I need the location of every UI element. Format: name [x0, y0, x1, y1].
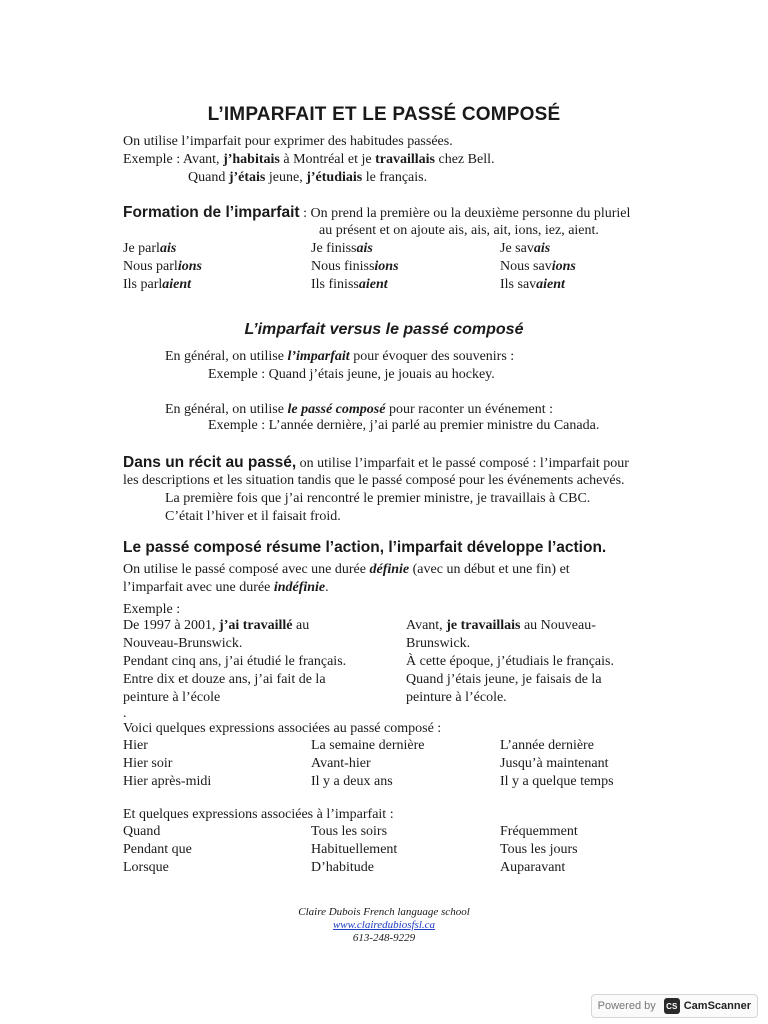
text-bold: j’ai travaillé: [219, 618, 293, 633]
footer-school: Claire Dubois French language school: [298, 906, 470, 918]
expressions-imp-column-3: [500, 823, 578, 877]
powered-by-label: Powered by: [597, 1000, 656, 1012]
stem: Nous parl: [123, 259, 178, 274]
stem: Nous finiss: [311, 259, 375, 274]
stem: Nous sav: [500, 259, 552, 274]
example-row: Pendant cinq ans, j’ai étudié le français.: [123, 654, 347, 669]
stray-dot: .: [123, 706, 127, 721]
expression-item: Hier après-midi: [123, 774, 212, 789]
formation-heading: Formation de l’imparfait: [123, 204, 300, 221]
example-row: Quand j’étais jeune, je faisais de la: [406, 672, 602, 687]
text: au: [292, 618, 310, 633]
text-bold: travaillais: [375, 152, 435, 167]
expression-item: L’année dernière: [500, 738, 594, 753]
text-bold-italic: le passé composé: [287, 402, 386, 417]
conjugation-row: [123, 276, 202, 294]
conjugation-row: [311, 240, 399, 258]
text: le français.: [362, 170, 428, 185]
text: En général, on utilise: [165, 349, 288, 364]
text-bold: j’habitais: [223, 152, 280, 167]
expression-item: Il y a quelque temps: [500, 774, 614, 789]
text: chez Bell.: [435, 152, 495, 167]
example-row: [123, 617, 346, 635]
text: l’imparfait avec une durée: [123, 580, 274, 595]
conjugation-row: [123, 258, 202, 276]
ending: aient: [358, 277, 388, 292]
ending: ais: [356, 241, 373, 256]
text: De 1997 à 2001,: [123, 618, 220, 633]
text-bold-italic: l’imparfait: [287, 349, 350, 364]
expressions-pc-column-1: [123, 737, 211, 791]
conjugation-row: [500, 258, 576, 276]
resume-line-2: [123, 579, 329, 597]
text: On utilise le passé composé avec une durée: [123, 562, 370, 577]
resume-example-left: [123, 617, 346, 707]
conjugation-row: [500, 240, 576, 258]
text: (avec un début et une fin) et: [409, 562, 570, 577]
expressions-imp-intro: Et quelques expressions associées à l’imparfait :: [123, 807, 394, 822]
text-bold-italic: indéfinie: [273, 580, 326, 595]
text: au Nouveau-: [520, 618, 596, 633]
stem: Ils parl: [123, 277, 163, 292]
example-row: peinture à l’école: [123, 690, 221, 705]
text: Avant,: [406, 618, 447, 633]
ending: aient: [162, 277, 192, 292]
expressions-pc-column-3: [500, 737, 614, 791]
ending: ions: [551, 259, 576, 274]
expression-item: La semaine dernière: [311, 738, 425, 753]
versus-paragraph-1: [165, 348, 514, 366]
resume-heading: Le passé composé résume l’action, l’imparfait développe l’action.: [123, 539, 607, 556]
expression-item: Habituellement: [311, 842, 398, 857]
text: Quand: [188, 170, 229, 185]
resume-example-right: [406, 617, 614, 707]
conjugation-row: [123, 240, 202, 258]
page-title: L’IMPARFAIT ET LE PASSÉ COMPOSÉ: [207, 104, 561, 125]
camscanner-logo-icon: CS: [664, 998, 680, 1014]
expression-item: D’habitude: [311, 860, 374, 875]
recit-heading: Dans un récit au passé,: [123, 454, 297, 471]
conjugation-column-parler: [123, 240, 202, 294]
versus-heading: L’imparfait versus le passé composé: [244, 321, 524, 338]
example-row: peinture à l’école.: [406, 690, 507, 705]
footer-website-link[interactable]: www.clairedubiosfsl.ca: [332, 919, 436, 931]
expression-item: Fréquemment: [500, 824, 578, 839]
text: pour évoquer des souvenirs :: [349, 349, 515, 364]
text-bold: j’étais: [228, 170, 266, 185]
text-bold: je travaillais: [446, 618, 521, 633]
conjugation-row: [311, 276, 399, 294]
resume-line-1: [123, 561, 570, 579]
ending: ions: [177, 259, 202, 274]
expression-item: Hier soir: [123, 756, 173, 771]
recit-line-2: les descriptions et les situation tandis que le passé composé pour les événements achevés.: [123, 473, 625, 488]
text: pour raconter un événement :: [385, 402, 553, 417]
stem: Ils sav: [500, 277, 537, 292]
expression-item: Quand: [123, 824, 161, 839]
expression-item: Pendant que: [123, 842, 192, 857]
text: on utilise l’imparfait et le passé composé : l’imparfait pour: [296, 456, 629, 471]
conjugation-row: [500, 276, 576, 294]
ending: ais: [533, 241, 551, 256]
formation-line-2: au présent et on ajoute ais, ais, ait, ions, iez, aient.: [319, 223, 599, 238]
text: à Montréal et je: [279, 152, 376, 167]
stem: Je finiss: [311, 241, 357, 256]
ending: aient: [536, 277, 565, 292]
expression-item: Tous les jours: [500, 842, 578, 857]
expression-item: Lorsque: [123, 860, 169, 875]
recit-line-1: [123, 454, 629, 473]
example-row: [406, 617, 614, 635]
conjugation-column-savoir: [500, 240, 576, 294]
conjugation-row: [311, 258, 399, 276]
example-row: À cette époque, j’étudiais le français.: [406, 654, 614, 669]
example-row: Brunswick.: [406, 636, 471, 651]
intro-example-1: [123, 151, 494, 169]
example-row: Entre dix et douze ans, j’ai fait de la: [123, 672, 326, 687]
stem: Je sav: [500, 241, 534, 256]
expression-item: Auparavant: [500, 860, 566, 875]
footer-phone: 613-248-9229: [352, 932, 416, 944]
ending: ions: [374, 259, 399, 274]
expression-item: Hier: [123, 738, 148, 753]
text: jeune,: [265, 170, 307, 185]
stem: Ils finiss: [311, 277, 359, 292]
intro-line: On utilise l’imparfait pour exprimer des habitudes passées.: [123, 134, 453, 149]
text: : On prend la première ou la deuxième personne du pluriel: [299, 206, 631, 221]
text: En général, on utilise: [165, 402, 288, 417]
text-bold-italic: définie: [369, 562, 410, 577]
expressions-imp-column-2: [311, 823, 397, 877]
expression-item: Avant-hier: [311, 756, 371, 771]
expression-item: Jusqu’à maintenant: [500, 756, 609, 771]
example-row: Nouveau-Brunswick.: [123, 636, 243, 651]
expression-item: Tous les soirs: [311, 824, 388, 839]
recit-line-3: La première fois que j’ai rencontré le premier ministre, je travaillais à CBC.: [165, 491, 591, 506]
recit-line-4: C’était l’hiver et il faisait froid.: [165, 509, 341, 524]
resume-exemple-label: Exemple :: [123, 602, 181, 617]
versus-example-2: Exemple : L’année dernière, j’ai parlé au premier ministre du Canada.: [208, 418, 600, 433]
versus-example-1: Exemple : Quand j’étais jeune, je jouais au hockey.: [208, 367, 495, 382]
formation-line-1: [123, 204, 630, 223]
text-bold: j’étudiais: [306, 170, 363, 185]
expressions-imp-column-1: [123, 823, 192, 877]
stem: Je parl: [123, 241, 160, 256]
text: .: [325, 580, 329, 595]
footer-website-line: [0, 919, 768, 932]
camscanner-brand: CamScanner: [683, 1000, 751, 1012]
text: Exemple : Avant,: [123, 152, 224, 167]
conjugation-column-finir: [311, 240, 399, 294]
camscanner-badge[interactable]: [591, 994, 758, 1018]
expressions-pc-intro: Voici quelques expressions associées au passé composé :: [123, 721, 442, 736]
intro-example-2: [188, 169, 427, 187]
expressions-pc-column-2: [311, 737, 425, 791]
expression-item: Il y a deux ans: [311, 774, 393, 789]
ending: ais: [159, 241, 177, 256]
